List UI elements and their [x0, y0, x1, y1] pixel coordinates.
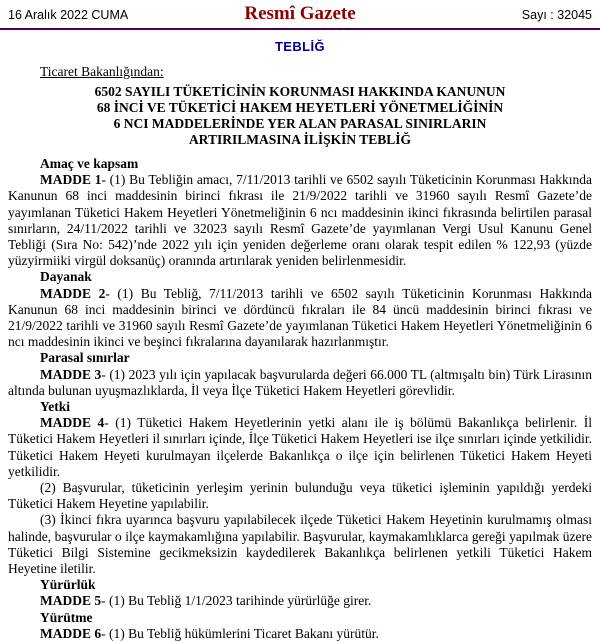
article-4-heading: Yetki — [40, 399, 70, 415]
article-5-text: - (1) Bu Tebliğ 1/1/2023 tarihinde yürürlüğe girer. — [101, 593, 372, 609]
article-3-text: - (1) 2023 yılı için yapılacak başvurularda değeri 66.000 TL (altmışaltı bin) Türk Lirasının altında bulunan uyuşmazlıklarda, İl veya İlçe Tüketici Hakem Heyetleri görevlidir. — [8, 366, 592, 398]
article-5-heading: Yürürlük — [40, 577, 96, 593]
article-2-paragraph-1 — [8, 286, 592, 351]
article-4-paragraph-3 — [8, 512, 592, 577]
article-5-paragraph-1 — [8, 593, 592, 609]
article-1-heading: Amaç ve kapsam — [40, 156, 139, 171]
issuing-authority-text: Ticaret Bakanlığından: — [40, 64, 164, 79]
title-line-4: ARTIRILMASINA İLİŞKİN TEBLİĞ — [188, 132, 412, 147]
communique-title — [0, 84, 600, 148]
title-line-3: 6 NCI MADDELERİNDE YER ALAN PARASAL SINIRLARIN — [113, 116, 487, 131]
article-1-paragraph-1 — [8, 172, 592, 269]
article-3-paragraph-1 — [8, 367, 592, 399]
article-2-heading: Dayanak — [40, 269, 92, 285]
article-4-text-1: - (1) Tüketici Hakem Heyetlerinin yetki alanı ile iş bölümü Bakanlıkça belirlenir. İl Tüketici Hakem Heyetleri il sınırları içinde, İlçe Tüketici Hakem Heyetleri ise ilçe sınırları içinde yetkilidir. Tüketici Hakem Heyeti kurulmayan ilçelerde Bakanlıkça o ilçe için belirlenen Tüketici Hakem Heyeti yetkilidir. — [8, 415, 592, 479]
article-6-paragraph-1 — [8, 626, 592, 642]
article-4-text-3: (3) İkinci fıkra uyarınca başvuru yapılabilecek ilçede Tüketici Hakem Heyetinin kurulmamış olması halinde, başvurular o ilçe kaymakamlığına yapılabilir. Başvurular, kaymakamlıklarca gereği yapılmak üzere Tüketici Bilgi Sistemine gecikmeksizin kaydedilerek Bakanlıkça belirlenen yetkili Tüketici Hakem Heyetine iletilir. — [8, 512, 592, 577]
article-5-label: MADDE 5 — [40, 593, 102, 609]
title-line-2: 68 İNCİ VE TÜKETİCİ HAKEM HEYETLERİ YÖNETMELİĞİNİN — [96, 100, 504, 115]
issue-date: 16 Aralık 2022 CUMA — [8, 8, 129, 22]
article-6-heading: Yürütme — [40, 609, 93, 625]
gazette-masthead: Resmî Gazete — [244, 3, 356, 24]
article-3-label: MADDE 3 — [40, 366, 102, 382]
article-4-paragraph-1 — [8, 415, 592, 480]
issue-number: Sayı : 32045 — [521, 8, 592, 22]
header-rule — [0, 28, 600, 30]
article-4-label: MADDE 4 — [40, 415, 105, 431]
article-2-text: - (1) Bu Tebliğ, 7/11/2013 tarihli ve 6502 sayılı Tüketicinin Korunması Hakkında Kanunun 68 inci maddesinin birinci ve dördüncü fıkraları ile 84 üncü maddesinin birinci fıkrası ve 21/9/2022 tarihli ve 31960 sayılı Resmî Gazete’de yayımlanan Tüketici Hakem Heyetleri Yönetmeliğinin 6 ncı maddesinin ikinci ve beşinci fıkralarına dayanılarak hazırlanmıştır. — [8, 285, 592, 350]
article-4-paragraph-2 — [8, 480, 592, 512]
title-line-1: 6502 SAYILI TÜKETİCİNİN KORUNMASI HAKKINDA KANUNUN — [94, 84, 506, 99]
issuing-authority — [8, 64, 592, 80]
article-3-heading: Parasal sınırlar — [40, 350, 130, 366]
article-2-label: MADDE 2 — [40, 285, 106, 301]
article-6-text: - (1) Bu Tebliğ hükümlerini Ticaret Bakanı yürütür. — [101, 625, 379, 641]
document-body — [8, 156, 592, 642]
section-label-teblig: TEBLİĞ — [274, 39, 326, 54]
article-4-text-2: (2) Başvurular, tüketicinin yerleşim yerinin bulunduğu veya tüketici işleminin yapıldığı yerdeki Tüketici Hakem Heyetine yapılabilir. — [8, 480, 592, 512]
article-1-label: MADDE 1 — [40, 172, 102, 188]
article-6-label: MADDE 6 — [40, 625, 102, 641]
gazette-header — [0, 0, 600, 25]
article-1-text: - (1) Bu Tebliğin amacı, 7/11/2013 tarihli ve 6502 sayılı Tüketicinin Korunması Hakkında Kanunun 68 inci maddesinin birinci fıkrası ile 21/9/2022 tarihli ve 31960 sayılı Resmî Gazete’de yayımlanan Tüketici Hakem Heyetleri Yönetmeliğinin 6 ncı maddesinin ikinci fıkrasında belirtilen parasal sınırların, 24/11/2022 tarihli ve 32023 sayılı Resmî Gazete’de yayımlanan Vergi Usul Kanunu Genel Tebliği (Sıra No: 542)’nde 2022 yılı için yeniden değerleme oranı olarak tespit edilen % 122,93 (yüzde yüzyirmiiki virgül doksanüç) oranında artırılarak yeniden belirlenmesidir. — [8, 172, 592, 269]
